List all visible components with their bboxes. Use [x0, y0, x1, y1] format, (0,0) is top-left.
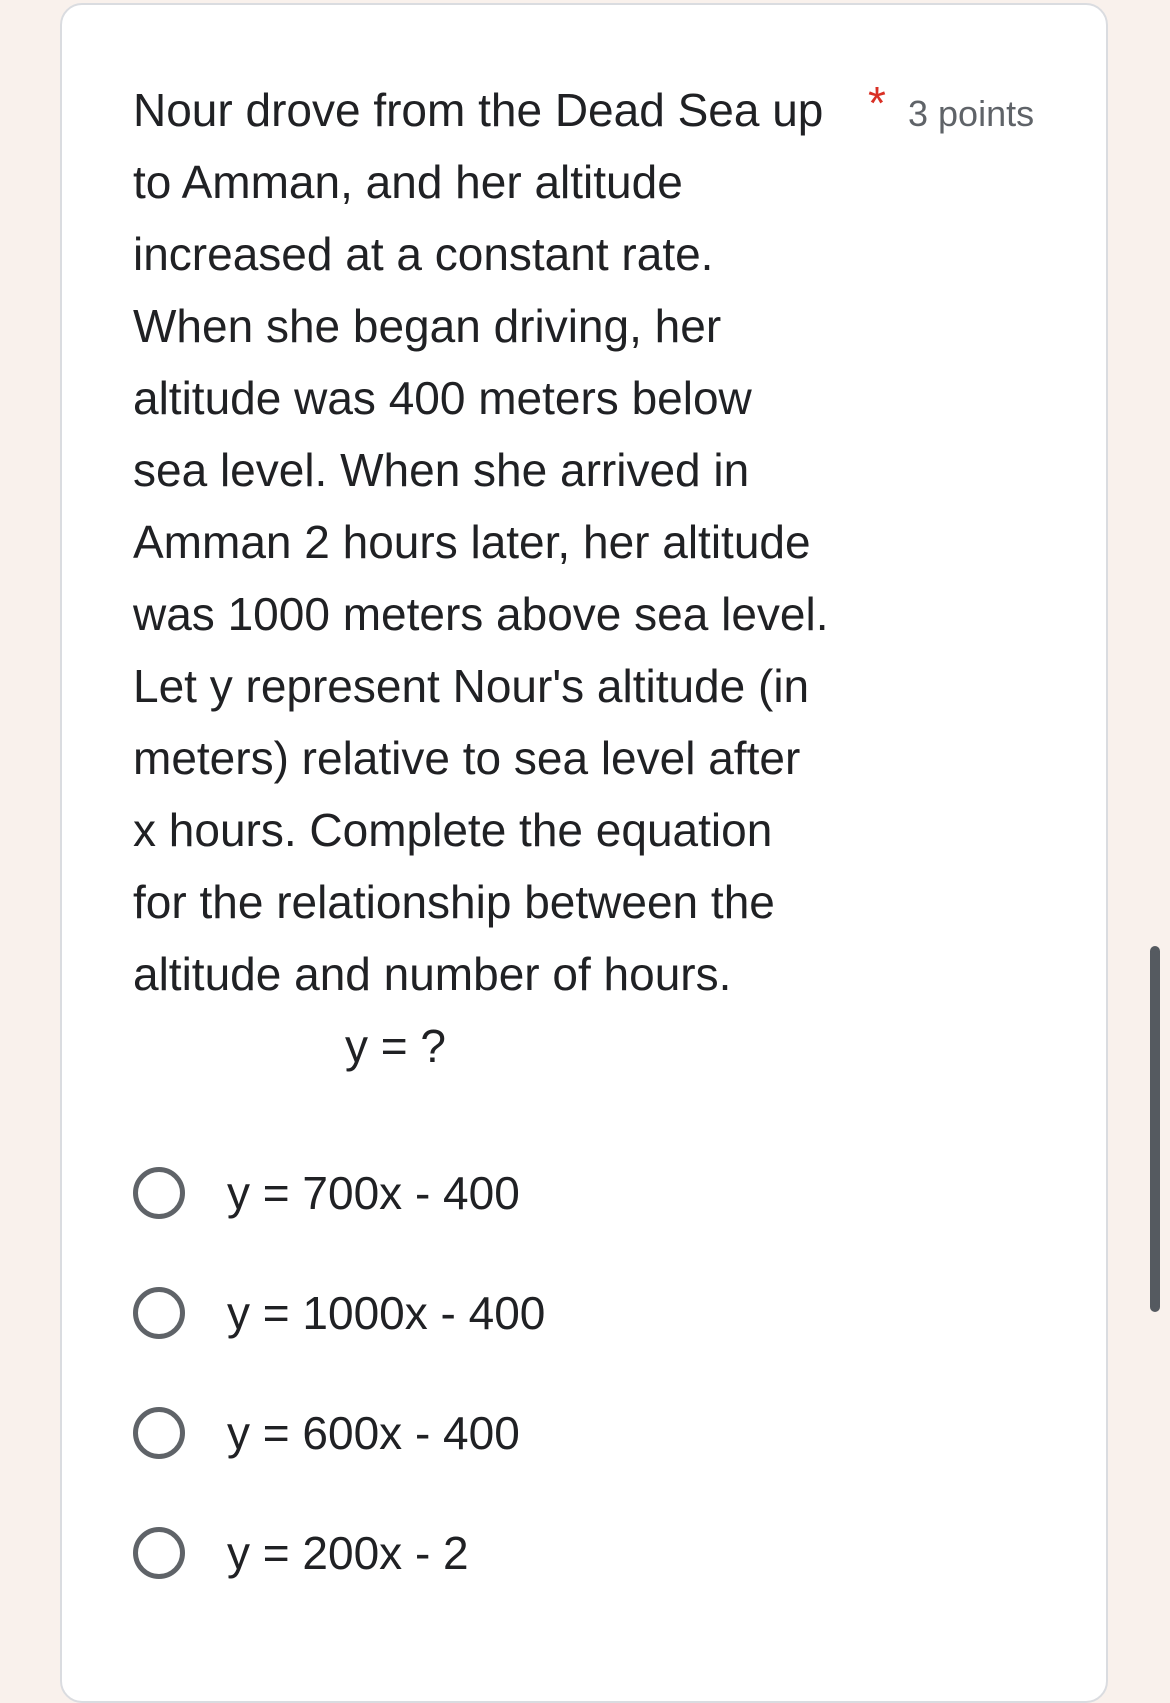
radio-button-icon[interactable]	[133, 1167, 185, 1219]
points-label: 3 points	[908, 93, 1035, 134]
answer-option-1[interactable]	[133, 1161, 520, 1225]
answer-option-4[interactable]	[133, 1521, 469, 1585]
scrollbar-thumb[interactable]	[1150, 946, 1160, 1312]
question-line: x hours. Complete the equation	[133, 804, 773, 856]
option-label: y = 200x - 2	[227, 1527, 469, 1579]
equation-prompt: y = ?	[345, 1020, 447, 1072]
question-line: altitude was 400 meters below	[133, 372, 752, 424]
required-asterisk: *	[868, 77, 886, 129]
question-line: for the relationship between the	[133, 876, 775, 928]
question-line: Let y represent Nour's altitude (in	[133, 660, 810, 712]
question-line: When she began driving, her	[133, 300, 722, 352]
question-line: altitude and number of hours.	[133, 948, 732, 1000]
question-line: meters) relative to sea level after	[133, 732, 801, 784]
radio-button-icon[interactable]	[133, 1407, 185, 1459]
question-line: increased at a constant rate.	[133, 228, 714, 280]
question-line: to Amman, and her altitude	[133, 156, 683, 208]
question-line: Nour drove from the Dead Sea up	[133, 84, 824, 136]
option-label: y = 600x - 400	[227, 1407, 520, 1459]
radio-button-icon[interactable]	[133, 1527, 185, 1579]
option-label: y = 1000x - 400	[227, 1287, 546, 1339]
question-line: was 1000 meters above sea level.	[133, 588, 829, 640]
answer-option-2[interactable]	[133, 1281, 545, 1345]
question-text	[133, 74, 853, 1010]
answer-option-3[interactable]	[133, 1401, 520, 1465]
question-line: sea level. When she arrived in	[133, 444, 750, 496]
radio-button-icon[interactable]	[133, 1287, 185, 1339]
question-line: Amman 2 hours later, her altitude	[133, 516, 811, 568]
option-label: y = 700x - 400	[227, 1167, 520, 1219]
